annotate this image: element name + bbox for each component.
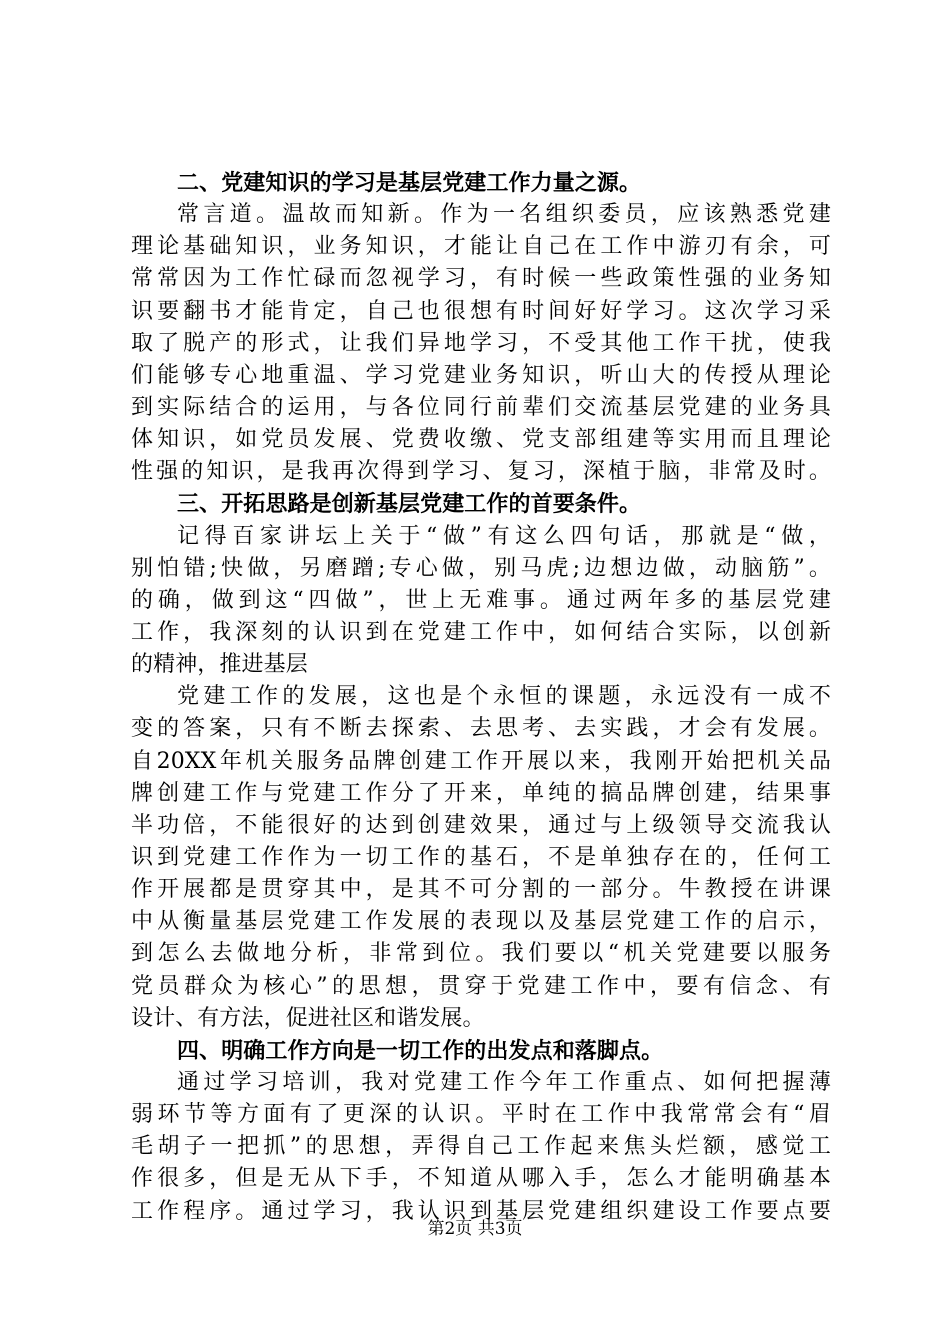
paragraph-line: 牌创建工作与党建工作分了开来，单纯的搞品牌创建，结果事 [131, 780, 831, 806]
paragraph-line: 作很多，但是无从下手，不知道从哪入手，怎么才能明确基本 [131, 1166, 831, 1192]
paragraph-line: 通过学习培训，我对党建工作今年工作重点、如何把握薄 [177, 1069, 831, 1095]
paragraph-line: 到实际结合的运用，与各位同行前辈们交流基层党建的业务具 [131, 394, 831, 420]
paragraph-line: 变的答案，只有不断去探索、去思考、去实践，才会有发展。 [131, 716, 831, 742]
section-heading: 三、开拓思路是创新基层党建工作的首要条件。 [177, 491, 642, 518]
section-heading: 二、党建知识的学习是基层党建工作力量之源。 [177, 170, 642, 196]
paragraph-line: 作开展都是贯穿其中，是其不可分割的一部分。牛教授在讲课 [131, 877, 831, 903]
paragraph-line: 工作，我深刻的认识到在党建工作中，如何结合实际，以创新 [131, 619, 831, 645]
paragraph-line: 到怎么去做地分析，非常到位。我们要以“机关党建要以服务 [131, 941, 831, 967]
paragraph-line: 毛胡子一把抓”的思想，弄得自己工作起来焦头烂额，感觉工 [131, 1134, 831, 1160]
paragraph-line: 弱环节等方面有了更深的认识。平时在工作中我常常会有“眉 [131, 1102, 831, 1128]
section-heading: 四、明确工作方向是一切工作的出发点和落脚点。 [177, 1037, 664, 1064]
paragraph-line: 识到党建工作作为一切工作的基石，不是单独存在的，任何工 [131, 844, 831, 870]
page-footer: 第2页 共3页 [427, 1219, 523, 1239]
paragraph-line: 半功倍，不能很好的达到创建效果，通过与上级领导交流我认 [131, 812, 831, 838]
paragraph-line: 别怕错;快做，另磨蹭;专心做，别马虎;边想边做，动脑筋”。 [131, 555, 831, 581]
paragraph-line: 常言道。温故而知新。作为一名组织委员，应该熟悉党建 [177, 202, 831, 228]
paragraph-line: 党员群众为核心”的思想，贯穿于党建工作中，要有信念、有 [131, 973, 831, 999]
paragraph-line: 设计、有方法，促进社区和谐发展。 [131, 1005, 485, 1031]
paragraph-line: 工作程序。通过学习，我认识到基层党建组织建设工作要点要 [131, 1198, 831, 1224]
paragraph-line: 们能够专心地重温、学习党建业务知识，听山大的传授从理论 [131, 362, 831, 388]
paragraph-line: 识要翻书才能肯定，自己也很想有时间好好学习。这次学习采 [131, 298, 831, 324]
paragraph-line: 体知识，如党员发展、党费收缴、党支部组建等实用而且理论 [131, 427, 831, 453]
paragraph-line: 理论基础知识，业务知识，才能让自己在工作中游刃有余，可 [131, 234, 831, 260]
paragraph-line: 记得百家讲坛上关于“做”有这么四句话，那就是“做， [177, 523, 831, 549]
paragraph-line: 性强的知识，是我再次得到学习、复习，深植于脑，非常及时。 [131, 459, 831, 485]
paragraph-line: 的确，做到这“四做”，世上无难事。通过两年多的基层党建 [131, 587, 831, 613]
paragraph-line: 党建工作的发展，这也是个永恒的课题，永远没有一成不 [177, 684, 831, 710]
document-body [131, 167, 831, 1228]
paragraph-line: 中从衡量基层党建工作发展的表现以及基层党建工作的启示， [131, 909, 831, 935]
paragraph-line: 自20XX年机关服务品牌创建工作开展以来，我刚开始把机关品 [131, 748, 831, 774]
paragraph-line: 的精神，推进基层 [131, 652, 308, 678]
paragraph-line: 取了脱产的形式，让我们异地学习，不受其他工作干扰，使我 [131, 330, 831, 356]
paragraph-line: 常常因为工作忙碌而忽视学习，有时候一些政策性强的业务知 [131, 266, 831, 292]
